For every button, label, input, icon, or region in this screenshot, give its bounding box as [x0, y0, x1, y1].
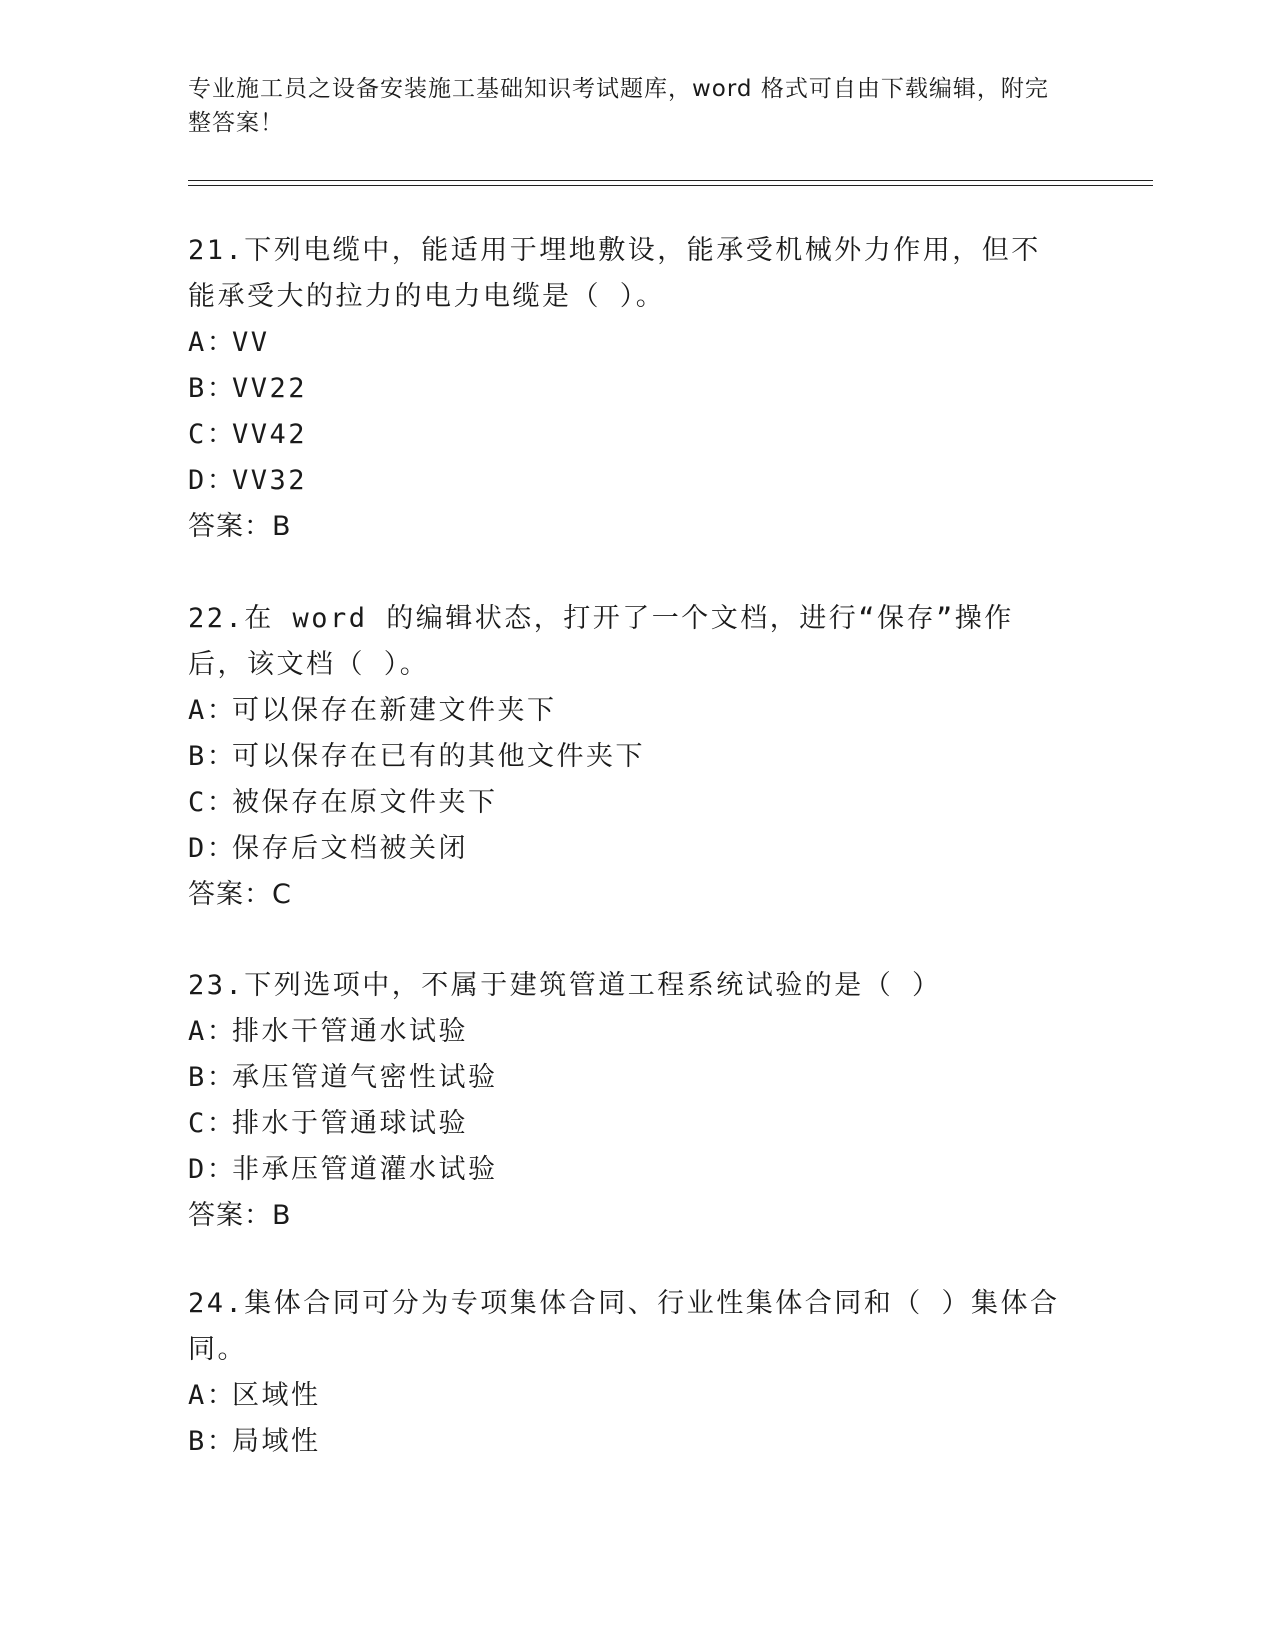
question-21 — [188, 228, 1068, 550]
option-key: B： — [188, 373, 237, 404]
option-a — [188, 688, 1068, 734]
option-text: 可以保存在新建文件夹下 — [232, 695, 557, 726]
option-key: C： — [188, 419, 237, 450]
option-text: 非承压管道灌水试验 — [232, 1154, 498, 1185]
question-23 — [188, 963, 1068, 1239]
option-key: B： — [188, 1426, 237, 1457]
option-d — [188, 458, 1068, 504]
option-c — [188, 412, 1068, 458]
option-key: D： — [188, 833, 237, 864]
option-text: 排水于管通球试验 — [232, 1108, 468, 1139]
option-key: C： — [188, 1108, 237, 1139]
option-a — [188, 1009, 1068, 1055]
header-divider-top — [188, 180, 1153, 181]
header-divider-bottom — [188, 185, 1153, 186]
option-b — [188, 1055, 1068, 1101]
question-24 — [188, 1281, 1068, 1465]
option-text: VV32 — [232, 465, 308, 496]
answer: 答案：B — [188, 511, 292, 542]
option-text: VV — [232, 327, 270, 358]
document-header: 专业施工员之设备安装施工基础知识考试题库，word 格式可自由下载编辑，附完整答案！ — [188, 76, 1049, 136]
answer: 答案：B — [188, 1200, 292, 1231]
question-stem: 21.下列电缆中，能适用于埋地敷设，能承受机械外力作用，但不能承受大的拉力的电力电缆是（ ）。 — [188, 235, 1041, 312]
option-key: D： — [188, 1154, 237, 1185]
question-stem: 22.在 word 的编辑状态，打开了一个文档，进行“保存”操作后，该文档（ ）。 — [188, 603, 1014, 680]
question-stem: 24.集体合同可分为专项集体合同、行业性集体合同和（ ）集体合同。 — [188, 1288, 1060, 1365]
option-d — [188, 826, 1068, 872]
option-text: VV42 — [232, 419, 308, 450]
option-text: 局域性 — [232, 1426, 321, 1457]
option-key: A： — [188, 1380, 237, 1411]
option-key: A： — [188, 327, 237, 358]
answer: 答案：C — [188, 879, 292, 910]
option-key: B： — [188, 1062, 237, 1093]
option-text: 承压管道气密性试验 — [232, 1062, 498, 1093]
option-key: D： — [188, 465, 237, 496]
option-text: 保存后文档被关闭 — [232, 833, 468, 864]
option-text: 可以保存在已有的其他文件夹下 — [232, 741, 645, 772]
question-22 — [188, 596, 1068, 918]
question-stem: 23.下列选项中，不属于建筑管道工程系统试验的是（ ） — [188, 970, 942, 1001]
option-d — [188, 1147, 1068, 1193]
option-key: C： — [188, 787, 237, 818]
option-a — [188, 320, 1068, 366]
option-text: 区域性 — [232, 1380, 321, 1411]
option-key: A： — [188, 1016, 237, 1047]
option-c — [188, 1101, 1068, 1147]
option-a — [188, 1373, 1068, 1419]
option-text: VV22 — [232, 373, 308, 404]
option-b — [188, 1419, 1068, 1465]
option-key: B： — [188, 741, 237, 772]
option-key: A： — [188, 695, 237, 726]
option-text: 排水干管通水试验 — [232, 1016, 468, 1047]
option-text: 被保存在原文件夹下 — [232, 787, 498, 818]
option-b — [188, 734, 1068, 780]
option-c — [188, 780, 1068, 826]
option-b — [188, 366, 1068, 412]
